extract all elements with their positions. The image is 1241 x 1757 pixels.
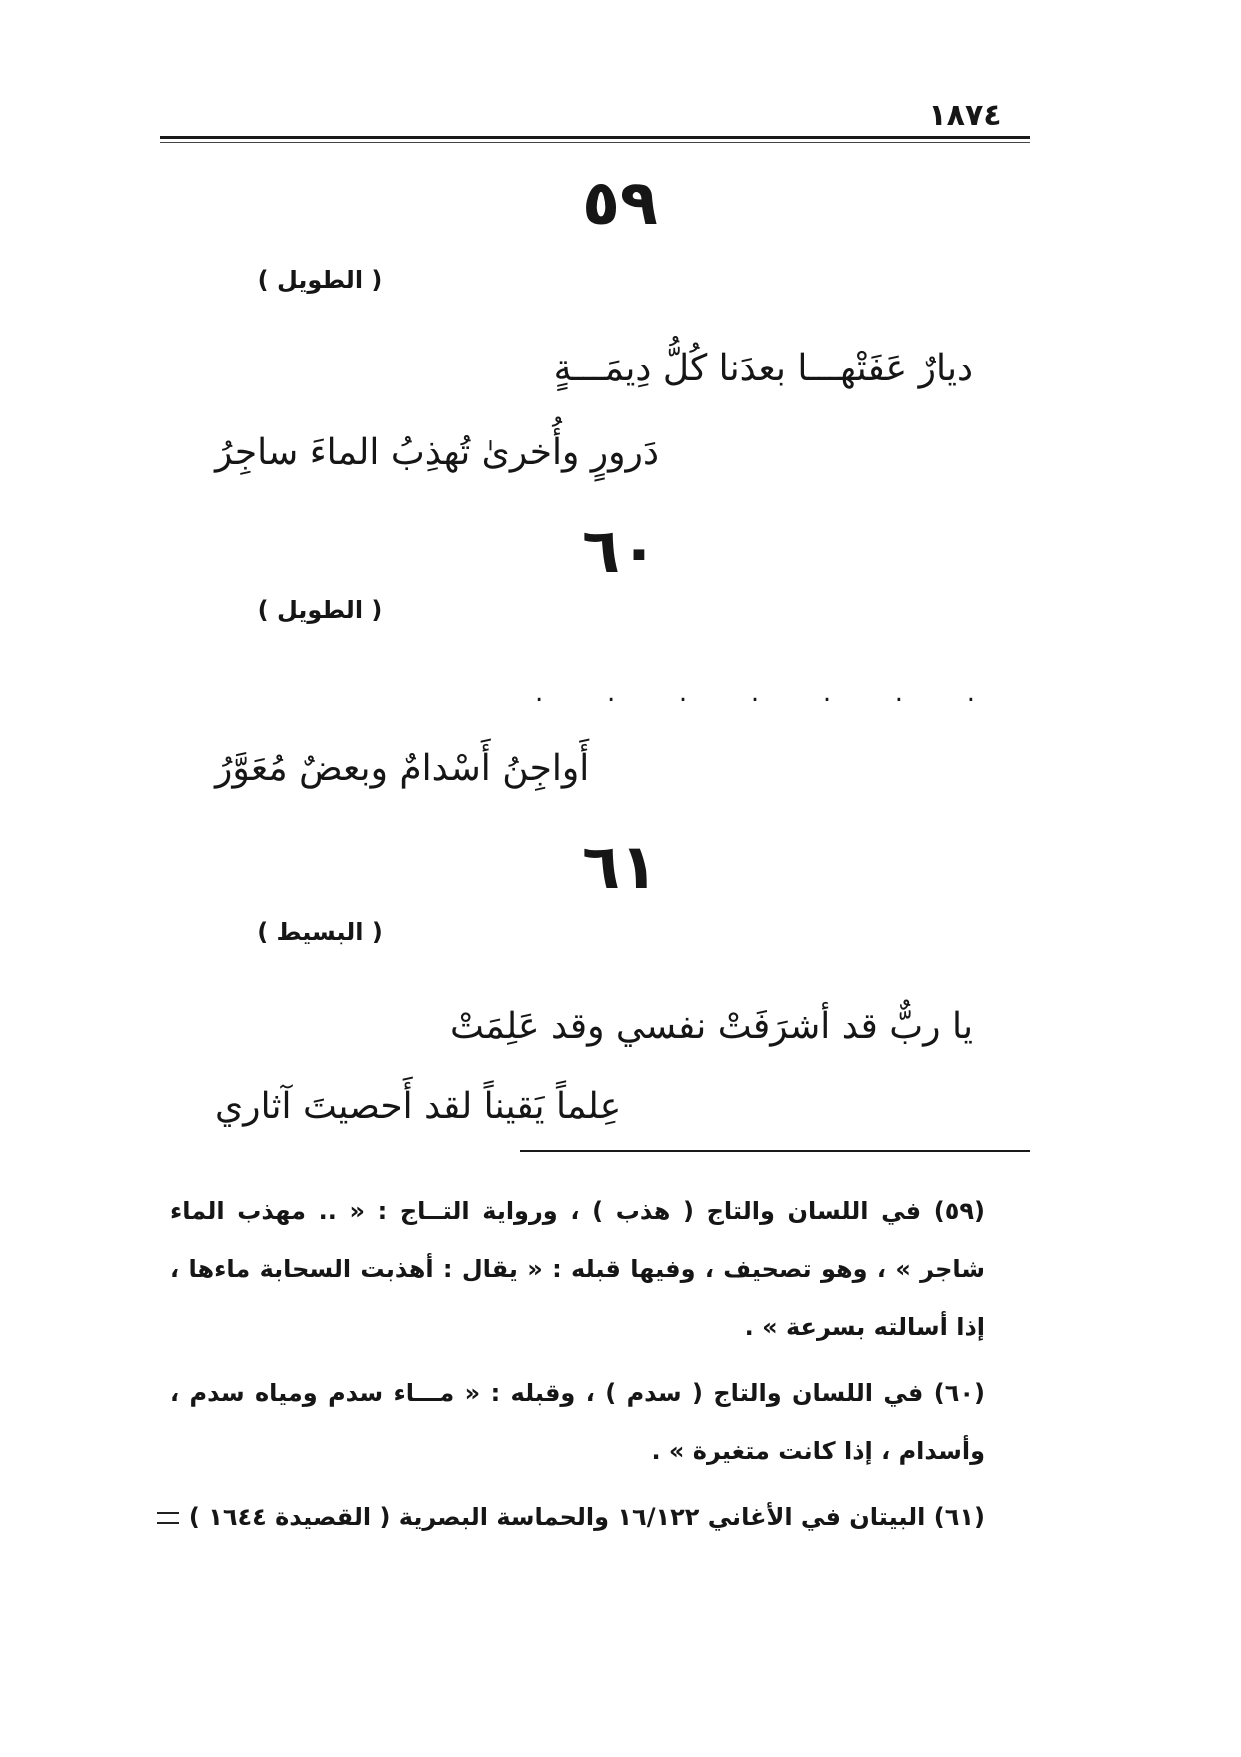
poem-number: ٥٩ (582, 166, 658, 239)
lacuna-dots (535, 680, 975, 706)
verse-first-hemistich: ديارٌ عَفَتْهـــا بعدَنا كُلُّ دِيمَـــةٍ (553, 348, 973, 389)
footnotes (170, 1182, 985, 1554)
verse-first-hemistich: يا ربٌّ قد أشرَفَتْ نفسي وقد عَلِمَتْ (449, 1006, 973, 1047)
header-rule (160, 136, 1030, 139)
footnote-61-text: (٦١) البيتان في الأغاني ١٦/١٢٢ والحماسة البصرية ( القصيدة ١٦٤٤ ) (188, 1503, 985, 1531)
page-number: ١٨٧٤ (928, 98, 1002, 133)
continuation-mark-icon (157, 1512, 179, 1524)
verse-second-hemistich: عِلماً يَقيناً لقد أَحصيتَ آثاري (215, 1086, 622, 1127)
poem-meter: ( الطويل ) (257, 266, 383, 294)
lacuna-dot: . (606, 678, 616, 708)
footnote-60: (٦٠) في اللسان والتاج ( سدم ) ، وقبله : « مـــاء سدم ومياه سدم ، وأسدام ، إذا كانت متغيرة » . (170, 1379, 985, 1465)
footnote-separator (520, 1150, 1030, 1152)
poem-number: ٦١ (582, 830, 658, 903)
lacuna-dot: . (535, 678, 544, 708)
poem-meter: ( البسيط ) (257, 918, 383, 946)
verse-second-hemistich: أَواجِنُ أَسْدامٌ وبعضٌ مُعَوَّرُ (215, 748, 590, 789)
poem-number: ٦٠ (582, 514, 658, 587)
footnote-59: (٥٩) في اللسان والتاج ( هذب ) ، ورواية التــاج : « .. مهذب الماء شاجر » ، وهو تصحيف ، وفيها قبله : « يقال : أهذبت السحابة ماءها ، إذا أسالته بسرعة » . (170, 1197, 985, 1341)
poem-meter: ( الطويل ) (257, 596, 383, 624)
verse-second-hemistich: دَرورٍ وأُخرىٰ تُهذِبُ الماءَ ساجِرُ (215, 432, 659, 473)
footnote-61 (170, 1488, 985, 1546)
lacuna-dot: . (894, 678, 904, 708)
lacuna-dot: . (750, 678, 760, 708)
lacuna-dot: . (966, 678, 975, 708)
lacuna-dot: . (822, 678, 832, 708)
lacuna-dot: . (678, 678, 688, 708)
